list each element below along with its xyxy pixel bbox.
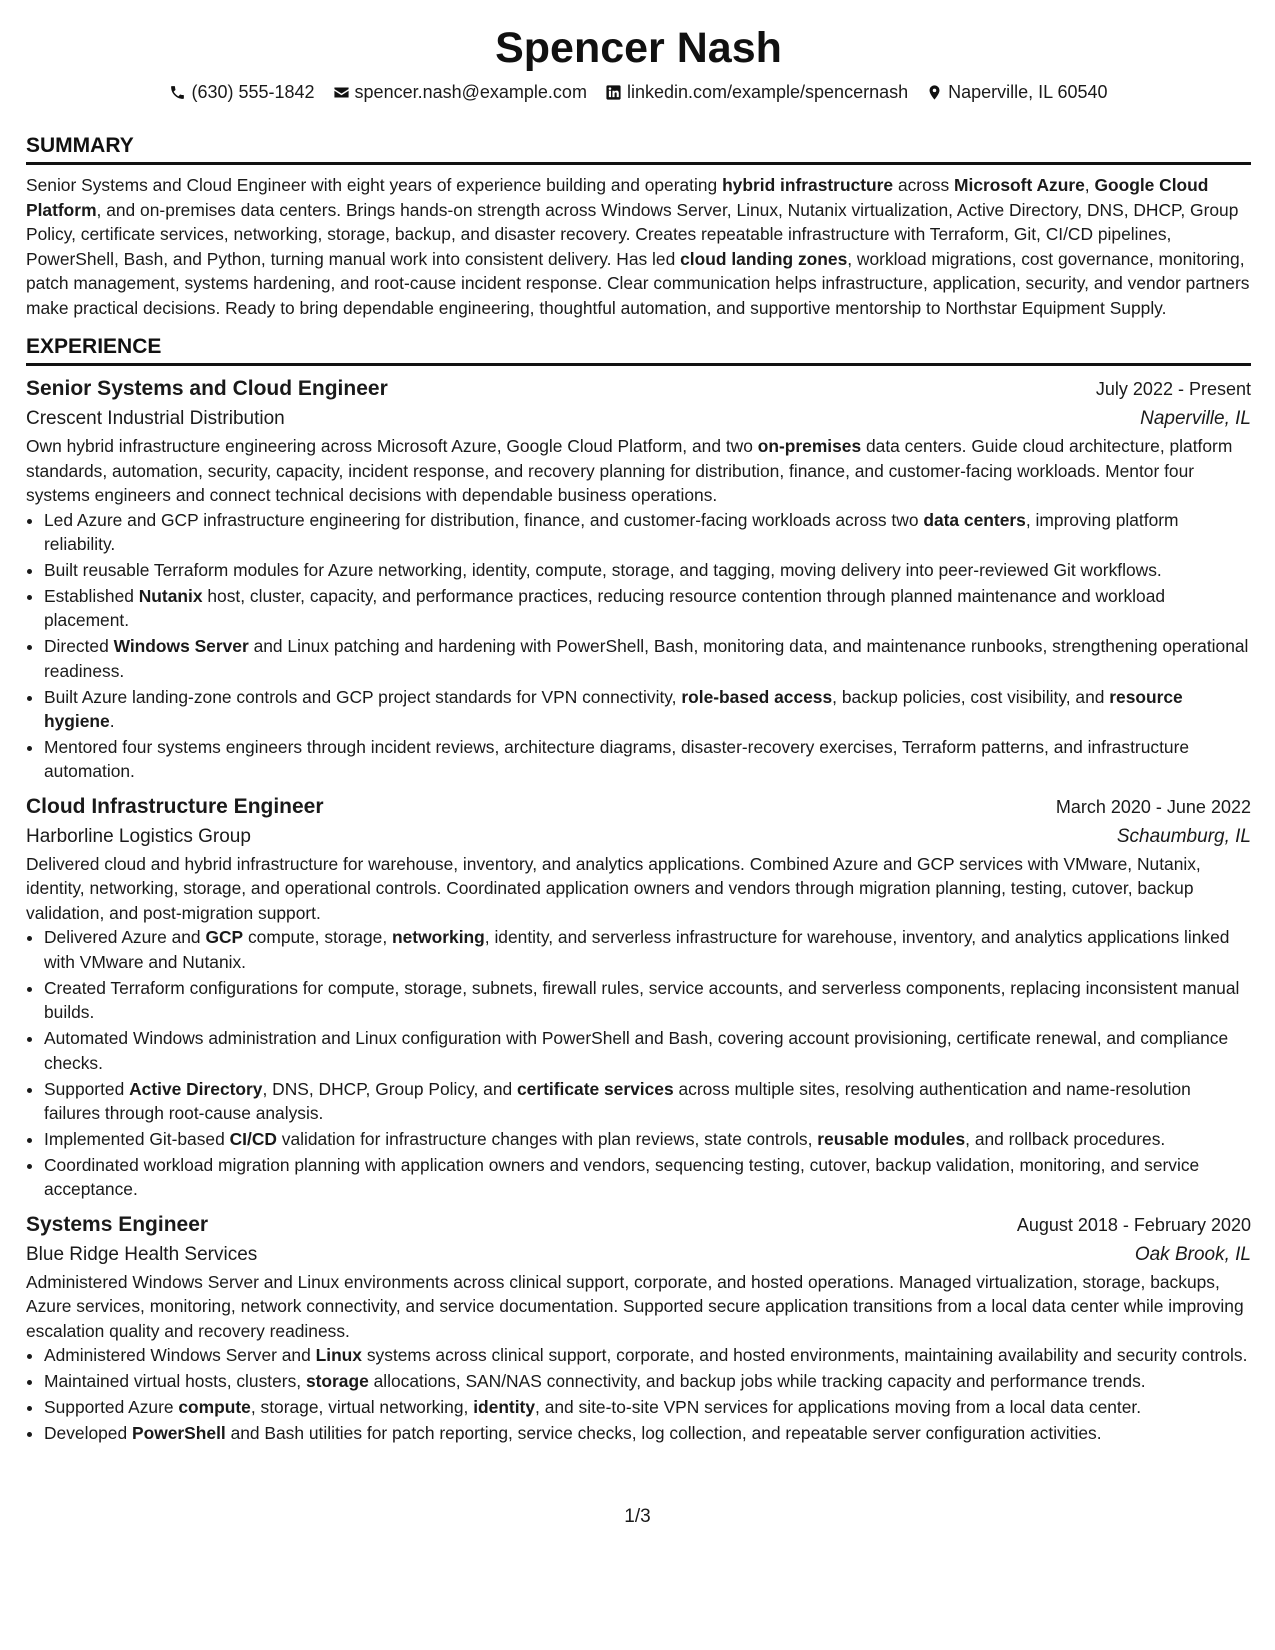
text-run: , storage, virtual networking, <box>250 1397 474 1418</box>
bold-term: Nutanix <box>138 585 203 606</box>
job-entry <box>26 374 1251 784</box>
linkedin-link[interactable]: linkedin.com/example/spencernash <box>626 82 909 102</box>
bold-term: reusable modules <box>817 1129 966 1150</box>
bold-term: cloud landing zones <box>680 248 848 269</box>
bold-term: Google Cloud Platform <box>26 175 1209 220</box>
text-run: , workload migrations, cost governance, monitoring, patch management, systems hardening, and root-cause incident response. Clear communication helps infrastructure, application, security, and vendor partners make practical decisions. Ready to bring dependable engineering, thoughtful automation, and supportive mentorship to Northstar Equipment Supply. <box>26 248 1250 318</box>
text-run: Own hybrid infrastructure engineering across Microsoft Azure, Google Cloud Platform, and two <box>26 436 758 456</box>
text-run: . <box>109 711 115 732</box>
text-run: Administered Windows Server and <box>44 1345 316 1366</box>
text-run: , and rollback procedures. <box>965 1129 1166 1150</box>
text-run: Coordinated workload migration planning with application owners and vendors, sequencing testing, cutover, backup validation, monitoring, and service acceptance. <box>44 1154 1200 1200</box>
text-run: and Bash utilities for patch reporting, service checks, log collection, and repeatable server configuration activities. <box>225 1423 1102 1444</box>
summary-text <box>26 173 1251 320</box>
bold-term: CI/CD <box>229 1129 277 1150</box>
bold-term: Active Directory <box>129 1078 263 1099</box>
text-run: Maintained virtual hosts, clusters, <box>44 1371 306 1392</box>
bold-term: on-premises <box>757 436 862 456</box>
text-run: , backup policies, cost visibility, and <box>832 686 1110 707</box>
text-run: Built Azure landing-zone controls and GCP project standards for VPN connectivity, <box>44 686 682 707</box>
job-description <box>26 1270 1251 1344</box>
job-location: Oak Brook, IL <box>1134 1243 1251 1265</box>
job-description <box>26 434 1251 508</box>
job-dates: August 2018 - February 2020 <box>1016 1214 1251 1235</box>
bullet-item <box>44 558 1251 583</box>
text-run: Built reusable Terraform modules for Azure networking, identity, compute, storage, and tagging, moving delivery into peer-reviewed Git workflows. <box>44 559 1162 580</box>
text-run: Directed <box>44 636 114 657</box>
bullet-item <box>44 1421 1251 1446</box>
resume-page <box>26 0 1251 1447</box>
job-description <box>26 852 1251 926</box>
summary-section <box>26 132 1251 320</box>
text-run: across multiple sites, resolving authentication and name-resolution failures through root-cause analysis. <box>44 1078 1191 1124</box>
text-run: Supported <box>44 1078 130 1099</box>
text-run: , <box>1084 175 1095 195</box>
bold-term: GCP <box>205 927 244 948</box>
bold-term: storage <box>305 1371 369 1392</box>
envelope-icon <box>333 84 350 101</box>
section-title-experience: EXPERIENCE <box>26 335 162 358</box>
text-run: systems across clinical support, corporate, and hosted environments, maintaining availability and security controls. <box>361 1345 1248 1366</box>
text-run: Created Terraform configurations for compute, storage, subnets, firewall rules, service accounts, and serverless components, replacing inconsistent manual builds. <box>44 977 1240 1023</box>
phone-text[interactable]: (630) 555-1842 <box>191 82 315 102</box>
text-run: Established <box>44 585 139 606</box>
bold-term: resource hygiene <box>44 686 1183 732</box>
candidate-name: Spencer Nash <box>495 24 782 72</box>
text-run: Developed <box>44 1423 132 1444</box>
map-marker-icon <box>926 84 943 101</box>
bullet-item <box>44 685 1251 734</box>
job-bullets <box>26 1343 1251 1445</box>
bold-term: PowerShell <box>131 1423 226 1444</box>
job-bullets <box>26 508 1251 784</box>
contact-phone <box>169 80 314 104</box>
contact-linkedin <box>605 80 908 104</box>
location-text: Naperville, IL 60540 <box>948 82 1108 102</box>
contact-email <box>333 80 587 104</box>
bullet-item <box>44 1077 1251 1126</box>
contact-location <box>926 80 1107 104</box>
bold-term: hybrid infrastructure <box>722 175 894 195</box>
job-dates: March 2020 - June 2022 <box>1055 796 1251 817</box>
text-run: Delivered cloud and hybrid infrastructure for warehouse, inventory, and analytics applications. Combined Azure and GCP services with VMware, Nutanix, identity, networking, storage, and operational controls. Coordinated application owners and vendors through migration planning, testing, cutover, backup validation, and post-migration support. <box>26 853 1201 923</box>
bullet-item <box>44 1127 1251 1152</box>
experience-section <box>26 333 1251 1446</box>
section-title-summary: SUMMARY <box>26 134 134 157</box>
text-run: Delivered Azure and <box>44 927 206 948</box>
text-run: Senior Systems and Cloud Engineer with eight years of experience building and operating <box>26 175 723 195</box>
job-company: Harborline Logistics Group <box>26 825 251 847</box>
bold-term: certificate services <box>517 1078 674 1099</box>
text-run: host, cluster, capacity, and performance practices, reducing resource contention through planned maintenance and workload placement. <box>44 585 1166 631</box>
text-run: , DNS, DHCP, Group Policy, and <box>262 1078 517 1099</box>
bullet-item <box>44 925 1251 974</box>
bold-term: identity <box>473 1397 536 1418</box>
job-entry <box>26 792 1251 1202</box>
text-run: allocations, SAN/NAS connectivity, and backup jobs while tracking capacity and performance trends. <box>368 1371 1146 1392</box>
text-run: , and site-to-site VPN services for applications moving from a local data center. <box>535 1397 1142 1418</box>
bold-term: data centers <box>923 509 1026 530</box>
bold-term: Microsoft Azure <box>954 175 1085 195</box>
section-divider <box>26 162 1251 165</box>
text-run: Mentored four systems engineers through incident reviews, architecture diagrams, disaster-recovery exercises, Terraform patterns, and infrastructure automation. <box>44 736 1190 782</box>
text-run: Administered Windows Server and Linux environments across clinical support, corporate, and hosted operations. Managed virtualization, storage, backups, Azure services, monitoring, network connectivity, and service documentation. Supported secure application transitions from a local data center while improving escalation quality and recovery readiness. <box>26 1271 1244 1341</box>
bullet-item <box>44 735 1251 784</box>
job-title: Systems Engineer <box>26 1212 209 1236</box>
job-title: Cloud Infrastructure Engineer <box>26 794 324 818</box>
contact-bar <box>26 80 1251 104</box>
section-divider <box>26 363 1251 366</box>
bullet-item <box>44 584 1251 633</box>
bullet-item <box>44 1369 1251 1394</box>
job-dates: July 2022 - Present <box>1095 379 1251 399</box>
job-location: Schaumburg, IL <box>1116 825 1251 847</box>
job-bullets <box>26 925 1251 1201</box>
linkedin-icon <box>605 84 622 101</box>
text-run: , and on-premises data centers. Brings hands-on strength across Windows Server, Linux, Nutanix virtualization, Active Directory, DNS, DHCP, Group Policy, certificate services, networking, storage, backup, and disaster recovery. Creates repeatable infrastructure with Terraform, Git, CI/CD pipelines, PowerShell, Bash, and Python, turning manual work into consistent delivery. Has led <box>26 199 1239 269</box>
job-company: Crescent Industrial Distribution <box>26 408 285 429</box>
bold-term: Windows Server <box>113 636 249 657</box>
bullet-item <box>44 1395 1251 1420</box>
job-title: Senior Systems and Cloud Engineer <box>26 377 388 400</box>
text-run: Implemented Git-based <box>44 1129 230 1150</box>
email-link[interactable]: spencer.nash@example.com <box>354 82 587 102</box>
job-company: Blue Ridge Health Services <box>26 1243 258 1265</box>
text-run: , identity, and serverless infrastructure for warehouse, inventory, and analytics applications linked with VMware and Nutanix. <box>44 927 1230 972</box>
text-run: compute, storage, <box>243 927 393 948</box>
job-entry <box>26 1210 1251 1446</box>
text-run: data centers. Guide cloud architecture, platform standards, automation, security, capacity, incident response, and recovery planning for distribution, finance, and customer-facing workloads. Mentor four systems engineers and connect technical decisions with dependable business operations. <box>26 436 1233 505</box>
bullet-item <box>44 1343 1251 1368</box>
text-run: Led Azure and GCP infrastructure engineering for distribution, finance, and customer-facing workloads across two <box>44 509 924 530</box>
bullet-item <box>44 508 1251 557</box>
text-run: across <box>893 175 954 195</box>
bullet-item <box>44 1153 1251 1202</box>
text-run: and Linux patching and hardening with PowerShell, Bash, monitoring data, and maintenance runbooks, strengthening operational readiness. <box>44 636 1249 681</box>
text-run: Supported Azure <box>44 1397 179 1418</box>
page-number: 1/3 <box>624 1506 651 1527</box>
bullet-item <box>44 634 1251 683</box>
bullet-item <box>44 1026 1251 1075</box>
bold-term: compute <box>178 1397 251 1418</box>
bold-term: Linux <box>315 1345 362 1366</box>
text-run: Automated Windows administration and Linux configuration with PowerShell and Bash, covering account provisioning, certificate renewal, and compliance checks. <box>44 1028 1229 1073</box>
job-location: Naperville, IL <box>1140 408 1251 429</box>
bold-term: role-based access <box>681 686 833 707</box>
bullet-item <box>44 976 1251 1025</box>
phone-icon <box>169 84 186 101</box>
bold-term: networking <box>392 927 485 948</box>
text-run: , improving platform reliability. <box>44 509 1179 554</box>
text-run: validation for infrastructure changes with plan reviews, state controls, <box>276 1129 818 1150</box>
